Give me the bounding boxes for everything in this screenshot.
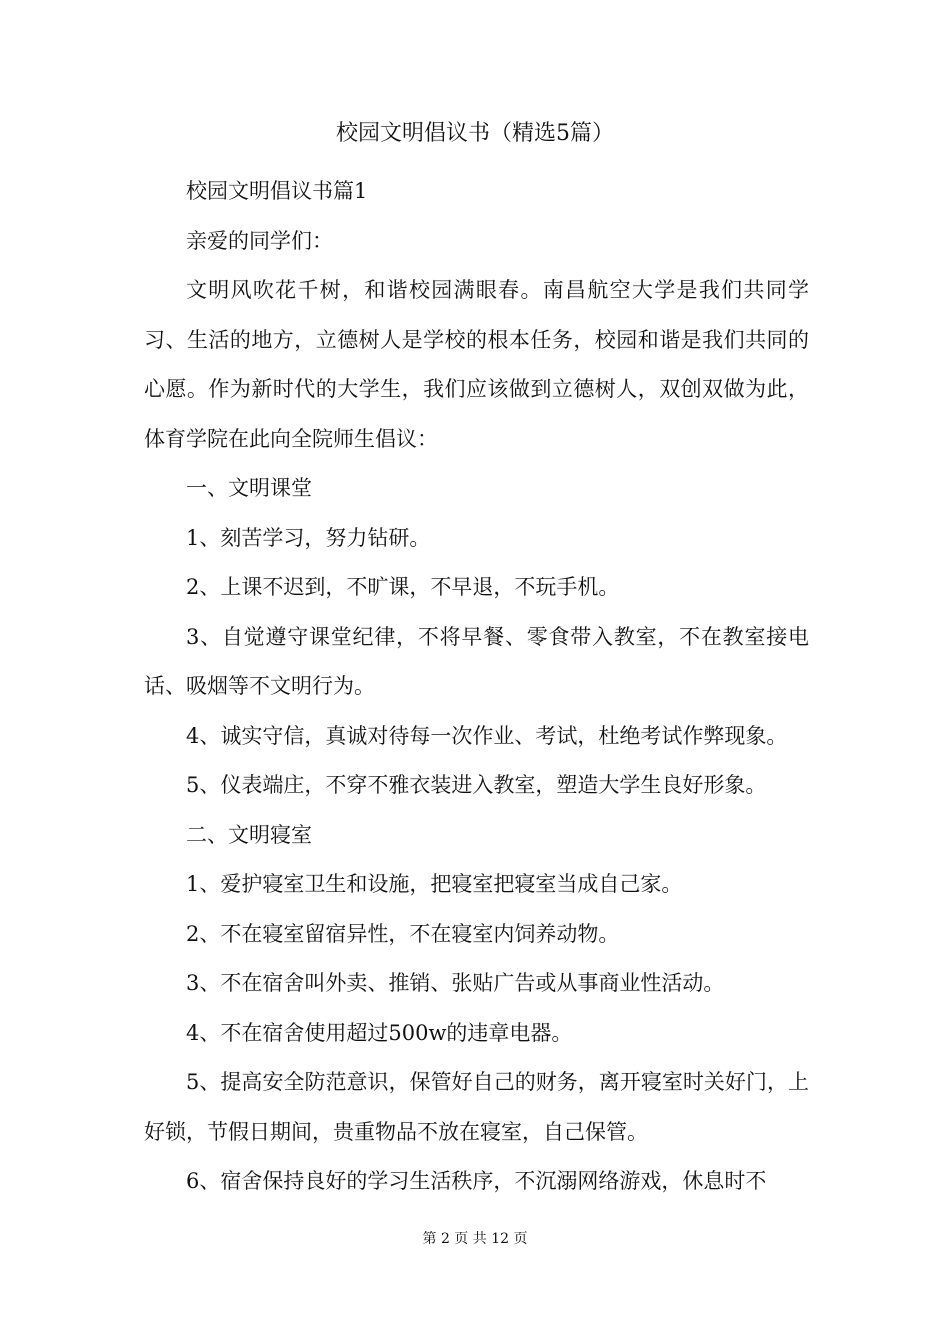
page-footer: 第 2 页 共 12 页 <box>422 1231 528 1247</box>
paragraph: 4、不在宿舍使用超过500w的违章电器。 <box>186 1020 573 1045</box>
paragraph: 二、文明寝室 <box>186 822 312 847</box>
paragraph: 3、不在宿舍叫外卖、推销、张贴广告或从事商业性活动。 <box>186 971 725 995</box>
paragraph: 3、自觉遵守课堂纪律，不将早餐、零食带入教室，不在教室接电话、吸烟等不文明行为。 <box>144 624 809 698</box>
paragraph: 5、提高安全防范意识，保管好自己的财务，离开寝室时关好门，上好锁，节假日期间，贵重物品不放在寝室，自己保管。 <box>144 1070 809 1144</box>
paragraph: 2、上课不迟到，不旷课，不早退，不玩手机。 <box>186 575 620 599</box>
paragraph: 2、不在寝室留宿异性，不在寝室内饲养动物。 <box>186 921 620 946</box>
paragraph: 校园文明倡议书篇1 <box>186 179 368 203</box>
paragraph: 5、仪表端庄，不穿不雅衣装进入教室，塑造大学生良好形象。 <box>186 773 767 797</box>
paragraph: 4、诚实守信，真诚对待每一次作业、考试，杜绝考试作弊现象。 <box>186 723 788 748</box>
paragraph: 一、文明课堂 <box>186 476 312 500</box>
document-body <box>144 167 809 1207</box>
paragraph: 文明风吹花千树，和谐校园满眼春。南昌航空大学是我们共同学习、生活的地方，立德树人是学校的根本任务，校园和谐是我们共同的心愿。作为新时代的大学生，我们应该做到立德树人，双创双做为此，体育学院在此向全院师生倡议： <box>144 278 809 451</box>
document-title: 校园文明倡议书（精选5篇） <box>336 121 614 146</box>
paragraph: 1、爱护寝室卫生和设施，把寝室把寝室当成自己家。 <box>186 872 683 896</box>
paragraph: 亲爱的同学们： <box>186 228 333 253</box>
paragraph: 6、宿舍保持良好的学习生活秩序，不沉溺网络游戏，休息时不 <box>186 1169 767 1193</box>
paragraph: 1、刻苦学习，努力钻研。 <box>186 525 431 550</box>
